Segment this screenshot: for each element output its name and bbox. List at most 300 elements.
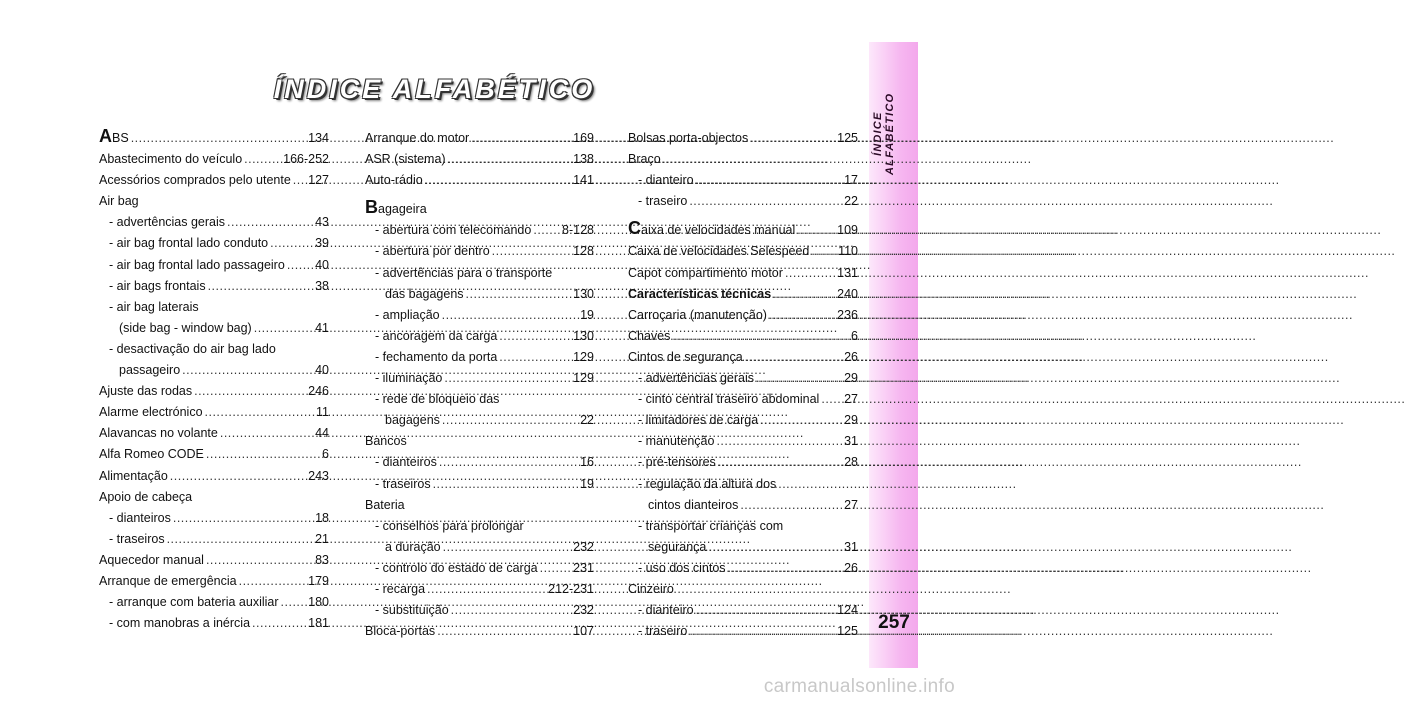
- index-entry: [99, 318, 329, 339]
- entry-text: - transportar crianças com: [638, 518, 784, 533]
- index-entry: [365, 537, 594, 558]
- entry-label: [375, 579, 425, 600]
- entry-label: [109, 342, 276, 356]
- index-entry: [99, 360, 329, 381]
- entry-label: [638, 368, 754, 389]
- dot-leader: [716, 431, 841, 452]
- dot-leader: [208, 276, 313, 297]
- index-column-3: [628, 128, 858, 642]
- entry-label: [99, 571, 237, 592]
- index-entry: [99, 613, 329, 634]
- entry-label: [638, 600, 694, 621]
- dot-leader: [533, 220, 559, 241]
- entry-text: - abertura por dentro: [375, 244, 490, 259]
- dot-leader: [821, 389, 841, 410]
- index-heading: [628, 516, 858, 537]
- entry-text: Arranque de emergência: [99, 573, 237, 588]
- entry-page-number: 17: [844, 173, 858, 188]
- entry-label: [638, 191, 687, 212]
- entry-text: Características técnicas: [628, 286, 772, 301]
- entry-label: [365, 170, 423, 191]
- dot-leader: [728, 558, 842, 579]
- entry-text: Arranque do motor: [365, 131, 470, 145]
- entry-page-number: 212-231: [548, 581, 594, 596]
- dot-leader: [708, 537, 841, 558]
- index-heading: [365, 263, 594, 284]
- section-letter: A: [99, 126, 112, 146]
- dot-leader: [442, 410, 577, 431]
- dot-leader: [252, 613, 305, 634]
- entry-text: Capot compartimento motor: [628, 265, 783, 280]
- entry-label: [99, 423, 218, 444]
- index-entry: [365, 410, 594, 431]
- entry-text: agageira: [378, 202, 427, 217]
- dot-leader: [270, 233, 312, 254]
- entry-label: [365, 149, 446, 170]
- index-entry: [365, 284, 594, 305]
- entry-label: [648, 495, 738, 516]
- dot-leader: [773, 284, 834, 305]
- entry-page-number: 31: [844, 434, 858, 449]
- entry-label: [628, 241, 809, 262]
- entry-text: - air bag frontal lado passageiro: [109, 257, 285, 272]
- entry-label: [628, 582, 674, 596]
- entry-page-number: 38: [315, 278, 329, 293]
- dot-leader: [244, 149, 280, 170]
- dot-leader: [756, 368, 841, 389]
- index-entry: [99, 571, 329, 592]
- entry-label: [375, 305, 440, 326]
- dot-leader: [442, 305, 577, 326]
- entry-text: aixa de velocidades manual: [641, 223, 796, 238]
- index-entry: [628, 431, 858, 452]
- dot-leader: [227, 212, 312, 233]
- entry-text: - desactivação do air bag lado: [109, 341, 276, 356]
- entry-label: [375, 347, 497, 368]
- index-entry: [628, 263, 858, 284]
- index-heading: [99, 487, 329, 508]
- entry-label: [375, 368, 442, 389]
- dot-leader: [769, 305, 834, 326]
- entry-text: - rede de bloqueio das: [375, 392, 500, 407]
- entry-label: [375, 266, 552, 280]
- entry-text: bagagens: [385, 413, 440, 428]
- dot-leader: [206, 550, 312, 571]
- entry-page-number: 19: [580, 476, 594, 491]
- index-entry: [99, 381, 329, 402]
- entry-label: [638, 452, 716, 473]
- entry-label: [109, 212, 225, 233]
- entry-page-number: 22: [844, 194, 858, 209]
- index-entry: [99, 529, 329, 550]
- entry-text: - controlo do estado de carga: [375, 560, 538, 575]
- index-entry: [99, 255, 329, 276]
- entry-page-number: 40: [315, 363, 329, 378]
- entry-label: [109, 592, 279, 613]
- entry-label: [628, 263, 783, 284]
- entry-text: - air bags frontais: [109, 278, 206, 293]
- entry-label: [628, 305, 767, 326]
- entry-label: [99, 490, 192, 504]
- entry-text: segurança: [648, 539, 707, 554]
- index-entry: [365, 600, 594, 621]
- entry-page-number: 131: [837, 265, 858, 280]
- entry-label: [109, 613, 250, 634]
- index-entry: [99, 170, 329, 191]
- entry-text: - iluminação: [375, 371, 443, 386]
- dot-leader: [173, 508, 312, 529]
- entry-text: - advertências gerais: [109, 215, 226, 230]
- entry-text: - fechamento da porta: [375, 349, 498, 364]
- entry-text: passageiro: [119, 363, 181, 378]
- entry-text: Air bag: [99, 194, 139, 209]
- index-entry: [99, 233, 329, 254]
- entry-page-number: 27: [844, 392, 858, 407]
- index-column-1: [99, 128, 329, 634]
- dot-leader: [745, 347, 841, 368]
- entry-text: Bateria: [365, 497, 405, 512]
- entry-page-number: 180: [308, 595, 329, 610]
- index-entry: [628, 128, 858, 149]
- entry-page-number: 169: [573, 131, 594, 145]
- entry-text: - substituição: [375, 603, 449, 618]
- entry-label: [365, 197, 427, 218]
- index-entry: [628, 347, 858, 368]
- entry-text: Carroçaria (manutenção): [628, 307, 767, 322]
- section-letter: C: [628, 218, 641, 239]
- index-heading: [365, 389, 594, 410]
- entry-label: [375, 452, 437, 473]
- index-heading: [628, 149, 858, 170]
- index-entry: [628, 600, 858, 621]
- entry-page-number: 232: [573, 539, 594, 554]
- entry-label: [99, 381, 192, 402]
- index-entry: [628, 326, 858, 347]
- index-column-2: [365, 128, 594, 642]
- entry-label: [638, 389, 819, 410]
- entry-label: [628, 220, 795, 241]
- entry-text: Braço: [628, 152, 661, 167]
- index-heading: [365, 495, 594, 516]
- entry-label: [375, 558, 538, 579]
- index-heading: [365, 516, 594, 537]
- index-entry: [628, 368, 858, 389]
- dot-leader: [287, 255, 312, 276]
- entry-label: [99, 466, 168, 487]
- dot-leader: [239, 571, 306, 592]
- dot-leader: [718, 452, 841, 473]
- entry-text: Alfa Romeo CODE: [99, 447, 204, 462]
- entry-page-number: 181: [308, 616, 329, 631]
- entry-text: BS: [112, 131, 129, 145]
- entry-page-number: 19: [580, 307, 594, 322]
- index-entry: [365, 128, 594, 149]
- index-entry: [628, 537, 858, 558]
- entry-text: - uso dos cintos: [638, 560, 726, 575]
- index-entry: [628, 191, 858, 212]
- entry-label: [638, 431, 714, 452]
- entry-label: [628, 152, 661, 166]
- entry-page-number: 31: [844, 539, 858, 554]
- entry-label: [648, 537, 706, 558]
- index-entry: [628, 220, 858, 241]
- entry-text: - abertura com telecomando: [375, 223, 532, 238]
- entry-page-number: 134: [308, 131, 329, 145]
- entry-page-number: 44: [315, 426, 329, 441]
- entry-text: Ajuste das rodas: [99, 384, 193, 399]
- index-entry: [628, 170, 858, 191]
- entry-text: Bolsas porta-objectos: [628, 131, 749, 145]
- index-entry: [99, 592, 329, 613]
- entry-label: [99, 170, 291, 191]
- section-letter: B: [365, 197, 378, 218]
- entry-label: [365, 621, 435, 642]
- entry-label: [365, 498, 405, 512]
- entry-label: [385, 537, 441, 558]
- dot-leader: [167, 529, 313, 550]
- entry-text: das bagagens: [385, 286, 464, 301]
- index-heading: [365, 199, 594, 220]
- entry-label: [99, 149, 242, 170]
- index-heading: [99, 339, 329, 360]
- index-entry: [99, 550, 329, 571]
- entry-text: - traseiros: [109, 531, 165, 546]
- entry-text: Bancos: [365, 434, 407, 449]
- entry-text: - arranque com bateria auxiliar: [109, 595, 279, 610]
- dot-leader: [689, 191, 841, 212]
- dot-leader: [427, 579, 545, 600]
- entry-label: [375, 519, 524, 533]
- entry-text: - ancoragem da carga: [375, 328, 498, 343]
- index-entry: [628, 558, 858, 579]
- dot-leader: [499, 347, 570, 368]
- entry-page-number: 21: [315, 531, 329, 546]
- entry-text: - traseiros: [375, 476, 431, 491]
- entry-page-number: 28: [844, 455, 858, 470]
- dot-leader: [696, 170, 842, 191]
- entry-page-number: 243: [308, 468, 329, 483]
- entry-page-number: 231: [573, 560, 594, 575]
- entry-label: [99, 444, 204, 465]
- entry-page-number: 110: [838, 244, 858, 259]
- index-heading: [99, 297, 329, 318]
- entry-page-number: 6: [322, 447, 329, 462]
- index-entry: [628, 284, 858, 305]
- entry-label: [628, 326, 670, 347]
- entry-page-number: 124: [837, 603, 858, 618]
- dot-leader: [281, 592, 306, 613]
- entry-page-number: 22: [580, 413, 594, 428]
- entry-text: Cinzeiro: [628, 581, 674, 596]
- dot-leader: [785, 263, 834, 284]
- entry-text: - conselhos para prolongar: [375, 518, 524, 533]
- entry-label: [638, 170, 694, 191]
- entry-label: [119, 360, 180, 381]
- entry-text: Alarme electrónico: [99, 405, 203, 420]
- entry-page-number: 125: [837, 131, 858, 145]
- entry-page-number: 130: [573, 286, 594, 301]
- index-entry: [628, 410, 858, 431]
- dot-leader: [448, 149, 571, 170]
- entry-text: Acessórios comprados pelo utente: [99, 173, 291, 188]
- entry-text: - traseiro: [638, 194, 688, 209]
- dot-leader: [220, 423, 312, 444]
- index-entry: [628, 495, 858, 516]
- entry-text: - limitadores de carga: [638, 413, 759, 428]
- dot-leader: [437, 621, 570, 642]
- index-entry: [365, 368, 594, 389]
- entry-page-number: 129: [573, 349, 594, 364]
- entry-text: Alavancas no volante: [99, 426, 218, 441]
- entry-text: Apoio de cabeça: [99, 489, 193, 504]
- entry-page-number: 240: [837, 286, 858, 301]
- entry-text: (side bag - window bag): [119, 320, 252, 335]
- entry-label: [628, 128, 748, 149]
- entry-label: [99, 550, 204, 571]
- entry-text: Bloca-portas: [365, 624, 436, 639]
- index-entry: [628, 241, 858, 262]
- entry-label: [638, 519, 783, 533]
- index-entry: [99, 444, 329, 465]
- entry-label: [375, 600, 449, 621]
- index-entry: [628, 389, 858, 410]
- entry-text: - cinto central traseiro abdominal: [638, 392, 820, 407]
- dot-leader: [451, 600, 570, 621]
- index-entry: [628, 621, 858, 642]
- dot-leader: [540, 558, 571, 579]
- entry-label: [109, 300, 199, 314]
- dot-leader: [206, 444, 319, 465]
- entry-page-number: 39: [315, 236, 329, 251]
- index-heading: [628, 474, 858, 495]
- entry-page-number: 26: [844, 349, 858, 364]
- entry-label: [99, 194, 139, 208]
- entry-label: [119, 318, 252, 339]
- dot-leader: [760, 410, 841, 431]
- dot-leader: [471, 128, 570, 149]
- dot-leader: [492, 241, 570, 262]
- entry-label: [109, 255, 285, 276]
- index-entry: [365, 305, 594, 326]
- entry-page-number: 130: [573, 328, 594, 343]
- index-heading: [365, 431, 594, 452]
- entry-label: [109, 276, 206, 297]
- entry-page-number: 27: [844, 497, 858, 512]
- index-entry: [628, 305, 858, 326]
- entry-page-number: 16: [580, 455, 594, 470]
- entry-text: - pré-tensores: [638, 455, 716, 470]
- dot-leader: [466, 284, 571, 305]
- entry-page-number: 40: [315, 257, 329, 272]
- entry-label: [99, 128, 129, 149]
- dot-leader: [131, 128, 305, 149]
- index-entry: [365, 326, 594, 347]
- index-entry: [628, 452, 858, 473]
- entry-label: [385, 284, 464, 305]
- entry-text: - com manobras a inércia: [109, 616, 251, 631]
- entry-page-number: 232: [573, 603, 594, 618]
- entry-label: [638, 621, 687, 642]
- entry-page-number: 128: [573, 244, 594, 259]
- index-entry: [365, 558, 594, 579]
- dot-leader: [170, 466, 305, 487]
- dot-leader: [433, 474, 578, 495]
- dot-leader: [182, 360, 312, 381]
- index-entry: [99, 128, 329, 149]
- index-entry: [99, 402, 329, 423]
- entry-label: [375, 220, 531, 241]
- entry-text: - air bag frontal lado conduto: [109, 236, 269, 251]
- entry-label: [628, 284, 771, 305]
- entry-text: - advertências para o transporte: [375, 265, 553, 280]
- entry-page-number: 6: [851, 328, 858, 343]
- entry-label: [109, 233, 268, 254]
- index-entry: [99, 149, 329, 170]
- entry-label: [385, 410, 440, 431]
- entry-text: - advertências gerais: [638, 371, 755, 386]
- entry-page-number: 43: [315, 215, 329, 230]
- entry-page-number: 109: [837, 223, 858, 238]
- index-entry: [99, 212, 329, 233]
- dot-leader: [740, 495, 841, 516]
- entry-page-number: 125: [837, 624, 858, 639]
- entry-label: [365, 128, 469, 149]
- entry-page-number: 166-252: [283, 152, 329, 167]
- dot-leader: [439, 452, 577, 473]
- page-number: 257: [878, 612, 910, 633]
- entry-text: a duração: [385, 539, 441, 554]
- entry-label: [99, 402, 203, 423]
- entry-text: - air bag laterais: [109, 299, 199, 314]
- dot-leader: [797, 220, 834, 241]
- entry-label: [375, 241, 490, 262]
- dot-leader: [689, 621, 834, 642]
- entry-page-number: 107: [573, 624, 594, 639]
- watermark: carmanualsonline.info: [763, 676, 955, 697]
- dot-leader: [443, 537, 571, 558]
- dot-leader: [499, 326, 570, 347]
- entry-text: Alimentação: [99, 468, 168, 483]
- dot-leader: [811, 241, 835, 262]
- entry-label: [638, 410, 758, 431]
- entry-label: [375, 326, 497, 347]
- entry-text: - manutenção: [638, 434, 715, 449]
- index-entry: [365, 579, 594, 600]
- dot-leader: [254, 318, 312, 339]
- entry-text: - dianteiro: [638, 173, 694, 188]
- entry-page-number: 26: [844, 560, 858, 575]
- dot-leader: [194, 381, 305, 402]
- index-entry: [99, 276, 329, 297]
- index-entry: [365, 452, 594, 473]
- entry-text: - traseiro: [638, 624, 688, 639]
- entry-page-number: 138: [573, 152, 594, 167]
- entry-text: - regulação da altura dos: [638, 476, 777, 491]
- entry-page-number: 11: [316, 405, 329, 420]
- entry-text: Aquecedor manual: [99, 552, 204, 567]
- index-heading: [628, 579, 858, 600]
- entry-page-number: 18: [315, 510, 329, 525]
- entry-text: Chaves: [628, 328, 671, 343]
- entry-label: [628, 347, 743, 368]
- entry-page-number: 41: [315, 320, 329, 335]
- entry-page-number: 236: [837, 307, 858, 322]
- entry-label: [365, 434, 407, 448]
- entry-text: - dianteiro: [638, 603, 694, 618]
- index-entry: [99, 423, 329, 444]
- entry-text: - recarga: [375, 581, 426, 596]
- entry-label: [109, 508, 171, 529]
